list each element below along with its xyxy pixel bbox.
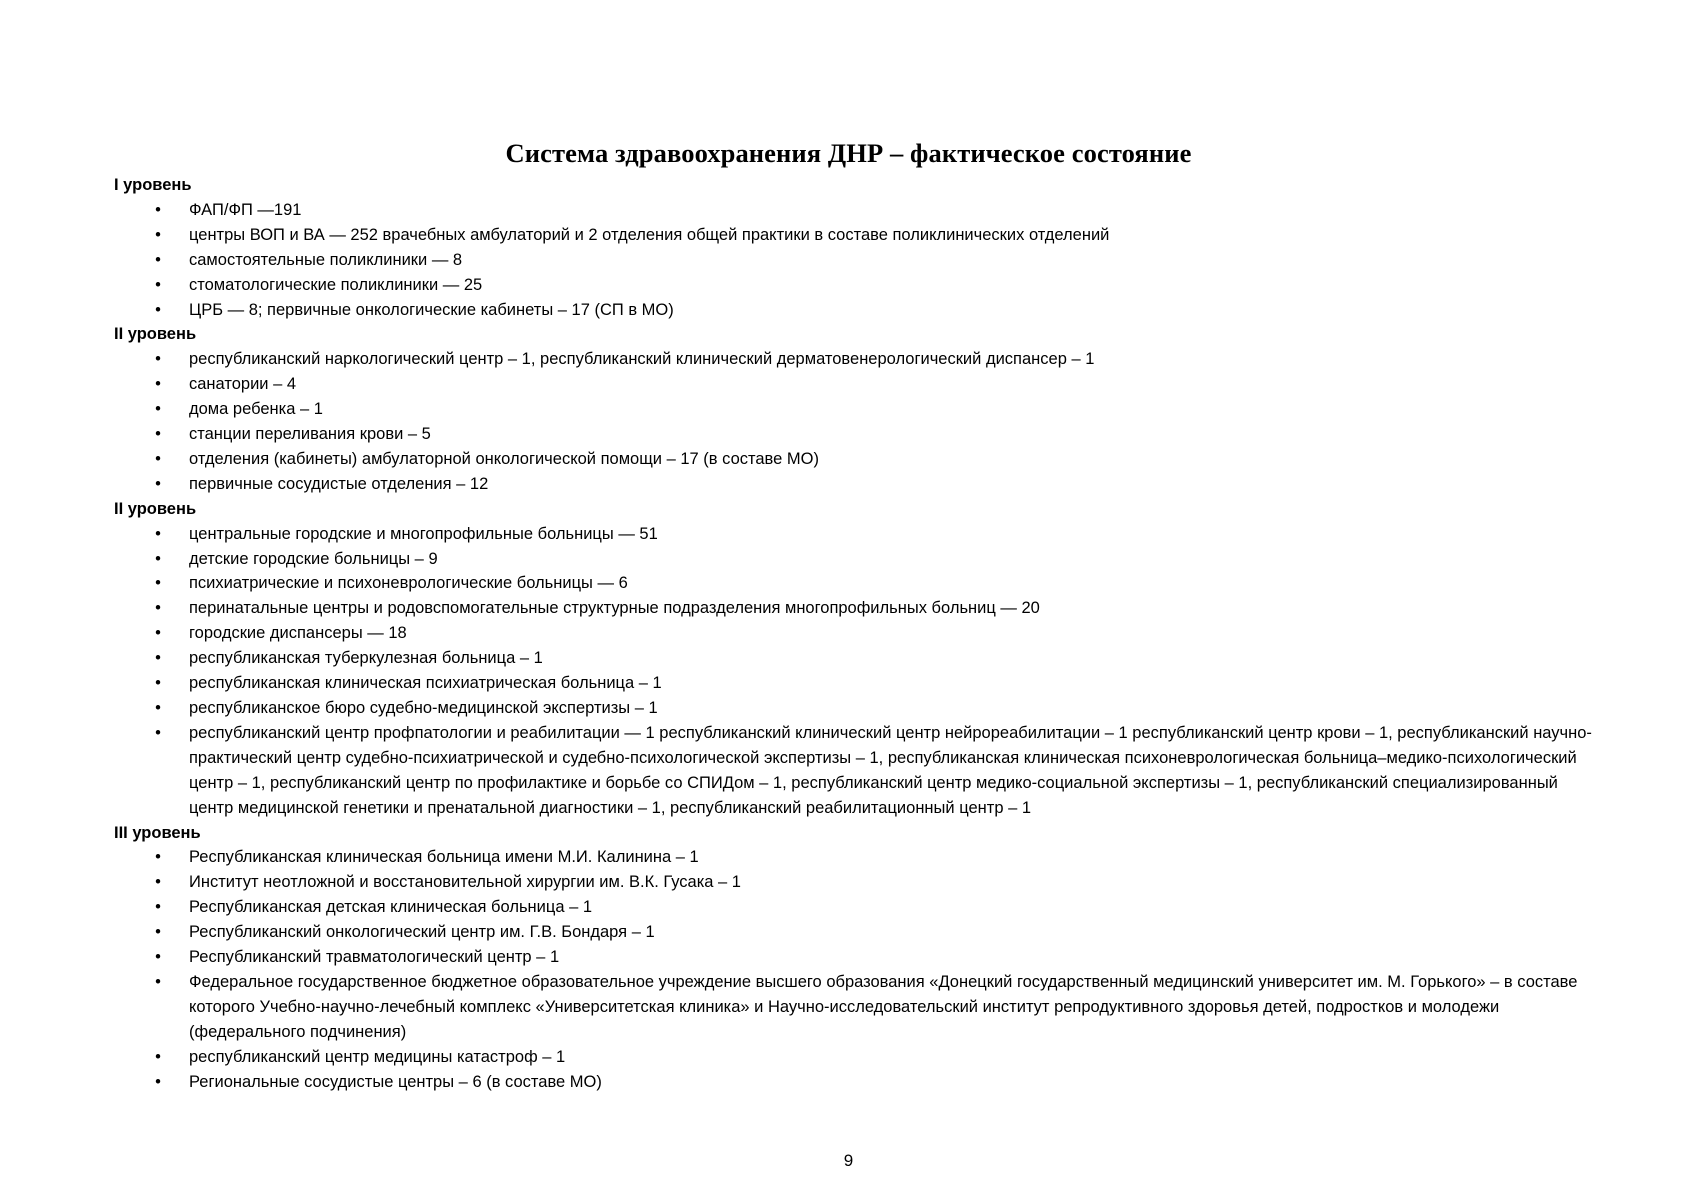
list-item (114, 447, 1594, 472)
list-item (114, 596, 1594, 621)
list-item (114, 223, 1594, 248)
bullet-icon: • (155, 200, 161, 219)
bullet-icon: • (155, 599, 161, 618)
bullet-icon: • (155, 723, 161, 742)
list-item-text: Республиканская клиническая больница имени М.И. Калинина – 1 (189, 848, 699, 867)
list-item-text: дома ребенка – 1 (189, 400, 323, 419)
bullet-icon: • (155, 948, 161, 967)
list-item (114, 298, 1594, 323)
list-item (114, 472, 1594, 497)
bullet-icon: • (155, 524, 161, 543)
list-item-text: Республиканская детская клиническая больница – 1 (189, 898, 593, 917)
list-item-text: психиатрические и психоневрологические больницы — 6 (189, 574, 628, 593)
list-item-text: отделения (кабинеты) амбулаторной онкологической помощи – 17 (в составе МО) (189, 449, 819, 468)
list-item (114, 397, 1594, 422)
list-item-text: детские городские больницы – 9 (189, 549, 438, 568)
bullet-icon: • (155, 923, 161, 942)
list-item-text: Региональные сосудистые центры – 6 (в составе МО) (189, 1072, 602, 1091)
bullet-icon: • (155, 698, 161, 717)
list-item-text: первичные сосудистые отделения – 12 (189, 474, 489, 493)
list-item-text: центры ВОП и ВА — 252 врачебных амбулаторий и 2 отделения общей практики в составе поликлинических отделений (189, 225, 1110, 244)
list-item-text: городские диспансеры — 18 (189, 624, 407, 643)
list-item (114, 422, 1594, 447)
list-item-text: республиканский центр профпатологии и реабилитации — 1 республиканский клинический центр нейрореабилитации – 1 республиканский центр крови – 1, республиканский научно-практический центр судебно-психиатрической и судебно-психологической экспертизы – 1, республиканская клиническая психоневрологическая больница–медико-психологический центр – 1, республиканский центр по профилактике и борьбе со СПИДом – 1, республиканский центр медико-социальной экспертизы – 1, республиканский специализированный центр медицинской генетики и пренатальной диагностики – 1, республиканский реабилитационный центр – 1 (189, 723, 1592, 817)
bullet-icon: • (155, 898, 161, 917)
list-item (114, 920, 1594, 945)
bullet-icon: • (155, 674, 161, 693)
list-item-text: Республиканский травматологический центр – 1 (189, 948, 560, 967)
bullet-icon: • (155, 1072, 161, 1091)
list-item-text: центральные городские и многопрофильные больницы — 51 (189, 524, 658, 543)
list-item (114, 372, 1594, 397)
list-item (114, 347, 1594, 372)
bullet-list (114, 198, 1594, 323)
list-item (114, 621, 1594, 646)
bullet-icon: • (155, 972, 161, 991)
bullet-icon: • (155, 350, 161, 369)
list-item (114, 945, 1594, 970)
section-heading: II уровень (114, 499, 197, 518)
list-item (114, 198, 1594, 223)
list-item-text: станции переливания крови – 5 (189, 425, 431, 444)
bullet-icon: • (155, 549, 161, 568)
bullet-list (114, 845, 1594, 1094)
bullet-icon: • (155, 848, 161, 867)
list-item (114, 845, 1594, 870)
bullet-icon: • (155, 275, 161, 294)
list-item-text: санатории – 4 (189, 375, 297, 394)
section-heading: I уровень (114, 176, 192, 194)
list-item (114, 571, 1594, 596)
list-item-text: республиканская туберкулезная больница – 1 (189, 649, 543, 668)
list-item-text: республиканский наркологический центр – 1, республиканский клинический дерматовенерологический диспансер – 1 (189, 350, 1095, 369)
list-item (114, 970, 1594, 1045)
bullet-icon: • (155, 574, 161, 593)
list-item (114, 721, 1594, 821)
list-item (114, 1070, 1594, 1095)
list-item (114, 547, 1594, 572)
page-number: 9 (843, 1151, 854, 1170)
bullet-icon: • (155, 425, 161, 444)
list-item-text: самостоятельные поликлиники — 8 (189, 250, 463, 269)
list-item (114, 273, 1594, 298)
bullet-icon: • (155, 873, 161, 892)
bullet-list (114, 522, 1594, 821)
list-item-text: перинатальные центры и родовспомогательные структурные подразделения многопрофильных больниц — 20 (189, 599, 1040, 618)
list-item (114, 248, 1594, 273)
list-item (114, 646, 1594, 671)
list-item (114, 895, 1594, 920)
bullet-icon: • (155, 474, 161, 493)
bullet-icon: • (155, 449, 161, 468)
list-item-text: ФАП/ФП —191 (189, 200, 302, 219)
bullet-list (114, 347, 1594, 496)
section-heading: II уровень (114, 325, 197, 344)
bullet-icon: • (155, 400, 161, 419)
list-item-text: ЦРБ — 8; первичные онкологические кабинеты – 17 (СП в МО) (189, 300, 674, 319)
list-item (114, 1045, 1594, 1070)
bullet-icon: • (155, 624, 161, 643)
page-title: Система здравоохранения ДНР – фактическое состояние (505, 138, 1192, 168)
list-item (114, 870, 1594, 895)
section-heading: III уровень (114, 823, 201, 842)
list-item (114, 671, 1594, 696)
list-item (114, 696, 1594, 721)
list-item-text: Республиканский онкологический центр им. Г.В. Бондаря – 1 (189, 923, 655, 942)
list-item-text: Институт неотложной и восстановительной хирургии им. В.К. Гусака – 1 (189, 873, 741, 892)
list-item-text: республиканское бюро судебно-медицинской экспертизы – 1 (189, 698, 658, 717)
list-item-text: республиканская клиническая психиатрическая больница – 1 (189, 674, 662, 693)
list-item (114, 522, 1594, 547)
bullet-icon: • (155, 649, 161, 668)
list-item-text: Федеральное государственное бюджетное образовательное учреждение высшего образования «Донецкий государственный медицинский университет им. М. Горького» – в составе которого Учебно-научно-лечебный комплекс «Университетская клиника» и Научно-исследовательский институт репродуктивного здоровья детей, подростков и молодежи (федерального подчинения) (189, 972, 1578, 1041)
document-content (114, 173, 1594, 1094)
list-item-text: республиканский центр медицины катастроф – 1 (189, 1047, 566, 1066)
bullet-icon: • (155, 225, 161, 244)
bullet-icon: • (155, 1047, 161, 1066)
bullet-icon: • (155, 250, 161, 269)
bullet-icon: • (155, 375, 161, 394)
bullet-icon: • (155, 300, 161, 319)
list-item-text: стоматологические поликлиники — 25 (189, 275, 483, 294)
